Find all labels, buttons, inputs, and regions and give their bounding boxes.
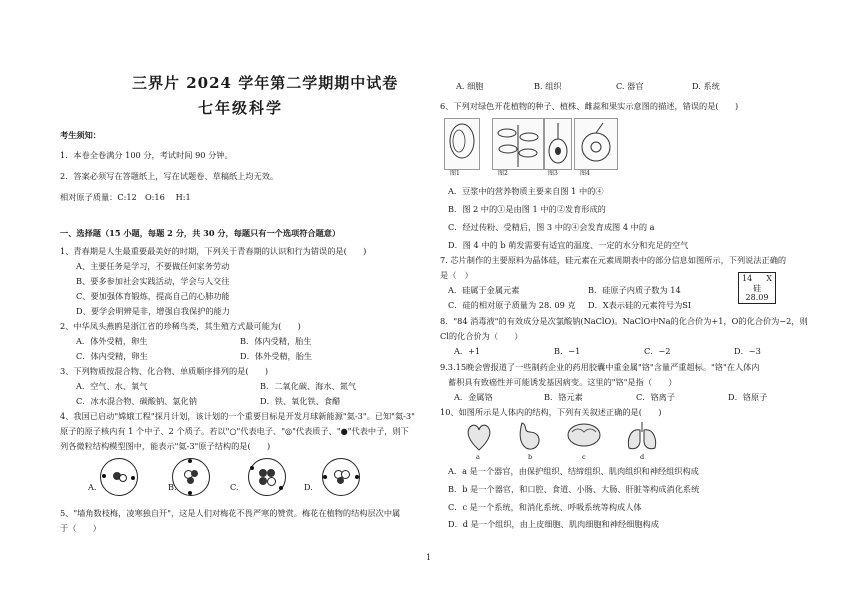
atom-model-b (172, 458, 212, 498)
option: B．体内受精，胎生 (240, 336, 312, 346)
option: C．−2 (644, 346, 671, 356)
option: A．a 是一个器官，由保护组织、结缔组织、肌肉组织和神经组织构成 (448, 466, 699, 476)
option: A．+1 (454, 346, 481, 356)
figure-label: b (528, 453, 533, 461)
pistil-figure (544, 118, 572, 170)
question-stem: 9.3.15晚会曾报道了一些制药企业的药用胶囊中重金属"铬"含量严重超标。"铬"在人体内 (440, 362, 760, 372)
notice-heading: 考生须知： (60, 130, 101, 140)
heart-figure (464, 420, 494, 452)
element-name: 硅 (753, 284, 761, 293)
page-number: 1 (426, 553, 432, 562)
option: B．图 2 中的①是由图 1 中的②发育形成的 (448, 204, 606, 214)
notice-item: 2．答案必须写在答题纸上，写在试题卷、草稿纸上均无效。 (60, 171, 279, 181)
question-stem: 4、我国已启动"嫦娥工程"探月计划，该计划的一个重要目标是开发月球新能源"氦-3"。已知"氦-3" (60, 411, 415, 421)
option: C. (230, 482, 239, 492)
option: C．经过传粉、受精后，图 3 中的④会发育成图 4 中的 a (448, 222, 655, 232)
option: A. (88, 482, 97, 492)
figure-label: a (476, 453, 480, 461)
option: D、要学会明辨是非，增强自我保护的能力 (76, 306, 230, 316)
figure-label: c (582, 453, 586, 461)
exam-subtitle: 七年级科学 (198, 99, 284, 117)
option: A．硅属于金属元素 (448, 285, 520, 295)
question-stem: 6、下列对绿色开花植物的种子、植株、雌蕊和果实示意图的描述，错误的是( ) (440, 101, 739, 111)
option: C、要加强体育锻炼，提高自己的心肺功能 (76, 291, 230, 301)
option: D．铬原子 (728, 392, 768, 402)
element-number: 14 (742, 274, 753, 283)
exam-title: 三界片 2024 学年第二学期期中试卷 (132, 74, 399, 92)
atom-model-c (248, 458, 288, 498)
option: A．空气、水、氧气 (76, 381, 148, 391)
question-stem: 是（ ） (440, 270, 473, 280)
question-stem: 于（ ） (60, 523, 101, 533)
question-stem: 蓄积具有致癌性并可能诱发基因病变。这里的"铬"是指（ ） (448, 377, 677, 387)
option: B、要多参加社会实践活动，学会与人交往 (76, 276, 230, 286)
option: A、主要任务是学习，不要做任何家务劳动 (76, 261, 230, 271)
option: C．硅的相对原子质量为 28. 09 克 (448, 300, 576, 310)
question-stem: 原子的原子核内有 1 个中子、2 个质子。若以"○"代表电子、"◎"代表质子、"●"代表中子，则下 (60, 426, 409, 436)
option: B．硅原子内质子数为 14 (588, 285, 681, 295)
option: D．铁、氧化铁、食醋 (260, 396, 341, 406)
option: A．金属铬 (454, 392, 493, 402)
option: A. 细胞 (456, 81, 484, 91)
notice-item: 相对原子质量：C:12 O:16 H:1 (60, 192, 191, 202)
option: A．体外受精，卵生 (76, 336, 148, 346)
atom-model-a (100, 458, 140, 498)
element-symbol: X (766, 274, 772, 283)
option: D．d 是一个组织，由上皮细胞、肌肉细胞和神经细胞构成 (448, 519, 659, 529)
option: D．X表示硅的元素符号为SI (588, 300, 692, 310)
figure-label: 图1 (450, 170, 460, 177)
figure-label: d (640, 453, 645, 461)
option: D. 系统 (692, 81, 720, 91)
atom-model-d (322, 458, 362, 498)
option: D．体外受精，胎生 (240, 351, 313, 361)
option: B．二氧化碳、海水、氮气 (260, 381, 357, 391)
element-mass: 28.09 (745, 293, 769, 302)
element-card (738, 272, 776, 304)
option: B．b 是一个器官，和口腔、食道、小肠、大肠、肝脏等构成消化系统 (448, 484, 700, 494)
question-stem: 10、如图所示是人体内的结构，下列有关叙述正确的是( ) (440, 407, 662, 417)
option: C. 器官 (616, 81, 644, 91)
option: B．铬元素 (544, 392, 583, 402)
question-stem: Cl的化合价为（ ） (440, 331, 523, 341)
option: A．豆浆中的营养物质主要来自图 1 中的④ (448, 186, 604, 196)
figure-label: 图2 (498, 170, 508, 177)
plant-figure (492, 118, 544, 170)
question-stem: 5、"墙角数枝梅，凌寒独自开"，这是人们对梅花不畏严寒的赞赏。梅花在植物的结构层次中属 (60, 508, 401, 518)
option: C．c 是一个系统，和消化系统、呼吸系统等构成人体 (448, 502, 642, 512)
question-stem: 列各微粒结构模型图中，能表示"氦-3"原子结构的是( ) (60, 441, 271, 451)
option: C．铬离子 (636, 392, 676, 402)
fruit-figure (574, 118, 618, 170)
brain-figure (566, 422, 602, 450)
option: D．图 4 中的 b 萌发需要有适宜的温度、一定的水分和充足的空气 (448, 240, 689, 250)
option: B. 组织 (534, 81, 562, 91)
figure-label: 图3 (548, 170, 558, 177)
question-stem: 8．"84 消毒液"的有效成分是次氯酸钠(NaClO)。NaClO中Na的化合价为+1，O的化合价为−2，则 (440, 316, 808, 326)
option: C．冰水混合物、碳酸钠、氯化钠 (76, 396, 197, 406)
question-stem: 2、中华凤头燕鸥是浙江省的珍稀鸟类，其生殖方式最可能为( ) (60, 321, 301, 331)
lungs-figure (624, 420, 660, 452)
section-heading: 一、选择题（15 小题，每题 2 分，共 30 分，每题只有一个选项符合题意） (60, 228, 341, 238)
notice-item: 1．本卷全卷满分 100 分，考试时间 90 分钟。 (60, 150, 233, 160)
figure-label: 图4 (580, 170, 590, 177)
question-stem: 1、青春期是人生最重要最美好的时期，下列关于青春期的认识和行为错误的是( ) (60, 246, 367, 256)
question-stem: 7. 芯片制作的主要原料为晶体硅，硅元素在元素周期表中的部分信息如图所示，下列说法正确的 (440, 255, 787, 265)
option: C．体内受精，卵生 (76, 351, 148, 361)
option: D. (304, 482, 313, 492)
option: B. (168, 482, 177, 492)
stomach-figure (514, 420, 544, 452)
option: D．−3 (734, 346, 761, 356)
question-stem: 3、下列物质按混合物、化合物、单质顺序排列的是( ) (60, 366, 269, 376)
seed-figure (444, 118, 480, 170)
option: B．−1 (554, 346, 581, 356)
